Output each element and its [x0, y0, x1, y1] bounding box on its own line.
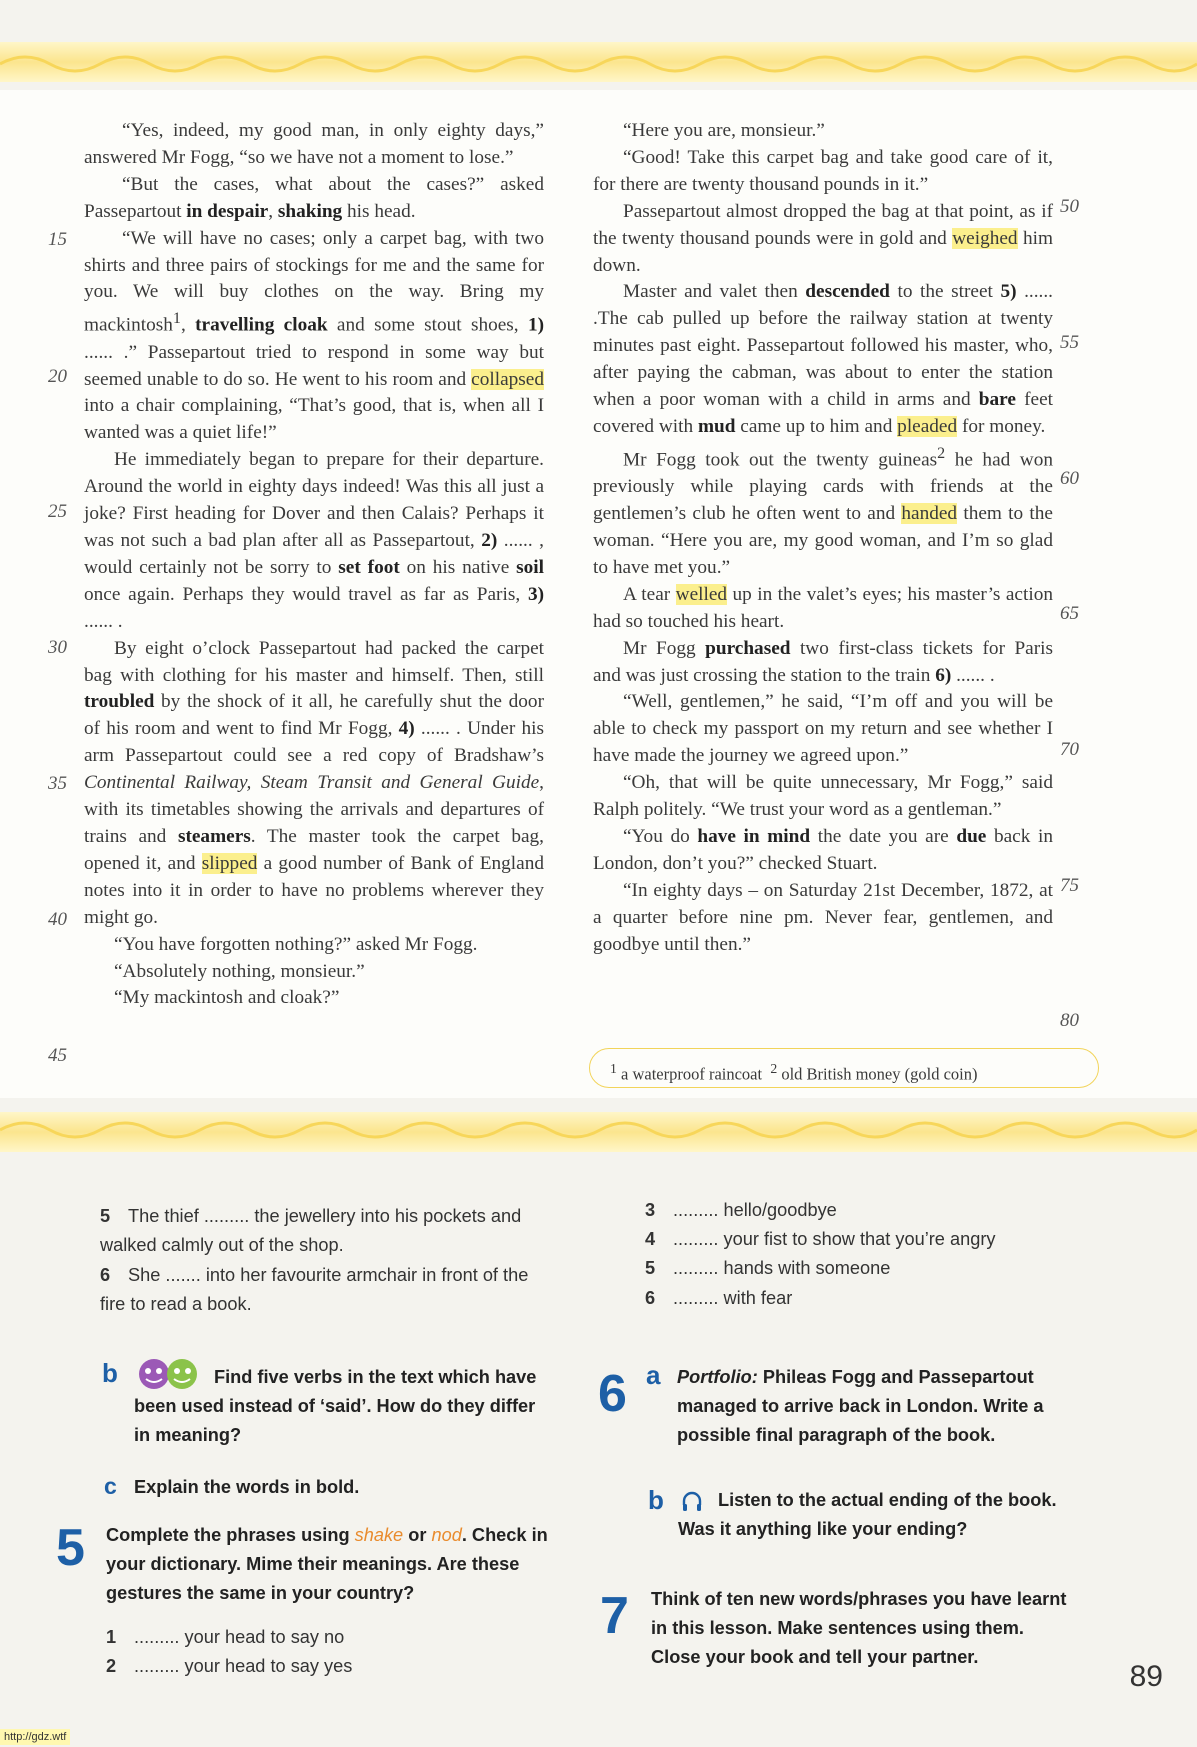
- line-number: 25: [48, 501, 67, 522]
- exercise-7-text: Think of ten new words/phrases you have learnt in this lesson. Make sentences using them. Close your book and tell your partner.: [651, 1589, 1067, 1667]
- exercise-5-item-6: 6 ......... with fear: [645, 1288, 793, 1308]
- line-number: 45: [48, 1045, 67, 1066]
- exercise-5-number: 5: [56, 1519, 85, 1577]
- exercise-4c-text: Explain the words in bold.: [134, 1477, 360, 1497]
- exercise-5-item-1: 1 ......... your head to say no: [106, 1627, 345, 1647]
- paragraph: “You have forgotten nothing?” asked Mr Fogg.: [114, 933, 478, 955]
- exercise-4c-letter: c: [104, 1473, 117, 1499]
- line-number: 40: [48, 909, 67, 930]
- paragraph: “We will have no cases; only a carpet bag, with two shirts and three pairs of stockings for me and the same for you. We will buy clothes on the way. Bring my mackintosh$^1$, travelling cloak and some stout shoes, 1) ...... .” Passepartout tried to respond in some way but seemed unable to do so. He went to his room and collapsed into a chair complaining, “That’s good, that is, when all I wanted was a quiet life!”: [84, 227, 544, 444]
- line-number: 35: [48, 773, 67, 794]
- exercise-6b-letter: b: [648, 1485, 664, 1515]
- line-number: 20: [48, 366, 67, 387]
- footnotes: $^1$ a waterproof raincoat $^2$ old British money (gold coin): [589, 1048, 1099, 1088]
- paragraph: “Here you are, monsieur.”: [623, 120, 825, 141]
- bottom-decorative-band: [0, 1112, 1197, 1152]
- exercise-7-number: 7: [600, 1587, 629, 1645]
- top-decorative-band: [0, 42, 1197, 82]
- paragraph: “But the cases, what about the cases?” asked Passepartout in despair, shaking his head.: [84, 173, 544, 222]
- footnote-2: old British money (gold coin): [781, 1064, 978, 1084]
- line-number: 60: [1060, 468, 1079, 489]
- line-number: 55: [1060, 332, 1079, 353]
- paragraph: “Absolutely nothing, monsieur.”: [114, 960, 365, 982]
- exercise-4a-item-6: 6 She ....... into her favourite armchair in front of the fire to read a book.: [100, 1265, 529, 1314]
- line-number: 80: [1060, 1010, 1079, 1031]
- paragraph: “You do have in mind the date you are due back in London, don’t you?” checked Stuart.: [593, 825, 1053, 874]
- page-number: 89: [1129, 1660, 1163, 1693]
- exercise-6-number: 6: [598, 1365, 627, 1423]
- exercise-5-instructions: Complete the phrases using shake or nod. Check in your dictionary. Mime their meanings. Are these gestures the same in your country?: [106, 1525, 548, 1603]
- paragraph: Mr Fogg took out the twenty guineas$^2$ he had won previously while playing cards with friends at the gentlemen’s club he often went to and handed them to the woman. “Here you are, my good woman, and I’m so glad to have met you.”: [593, 444, 1053, 578]
- paragraph: “Well, gentlemen,” he said, “I’m off and you will be able to check my passport on my return and see whether I have made the journey we agreed upon.”: [593, 691, 1053, 767]
- exercise-5-item-3: 3 ......... hello/goodbye: [645, 1200, 837, 1220]
- watermark: http://gdz.wtf: [0, 1729, 70, 1745]
- exercise-5-item-5: 5 ......... hands with someone: [645, 1258, 891, 1278]
- exercise-6a-text: Portfolio: Phileas Fogg and Passepartout managed to arrive back in London. Write a possible final paragraph of the book.: [677, 1367, 1044, 1445]
- paragraph: Master and valet then descended to the street 5) ...... .The cab pulled up before the railway station at twenty minutes past eight. Passepartout followed his master, who, after paying the cabman, was about to enter the station when a poor woman with a child in arms and bare feet covered with mud came up to him and pleaded for money.: [593, 281, 1053, 437]
- line-number: 50: [1060, 196, 1079, 217]
- paragraph: “In eighty days – on Saturday 21st December, 1872, at a quarter before nine pm. Never fear, gentlemen, and goodbye until then.”: [593, 879, 1053, 955]
- line-number: 65: [1060, 603, 1079, 624]
- paragraph: He immediately began to prepare for their departure. Around the world in eighty days indeed! Was this all just a joke? First heading for Dover and then Calais? Perhaps it was not such a bad plan after all as Passepartout, 2) ...... , would certainly not be sorry to set foot on his native soil once again. Perhaps they would travel as far as Paris, 3) ...... .: [84, 449, 544, 632]
- line-number: 30: [48, 637, 67, 658]
- story-left-column: [84, 118, 544, 1012]
- line-number: 75: [1060, 875, 1079, 896]
- footnote-1: a waterproof raincoat: [621, 1064, 763, 1084]
- paragraph: Passepartout almost dropped the bag at that point, as if the twenty thousand pounds were in gold and weighed him down.: [593, 200, 1053, 276]
- paragraph: “Yes, indeed, my good man, in only eighty days,” answered Mr Fogg, “so we have not a moment to lose.”: [84, 120, 544, 168]
- paragraph: “Oh, that will be quite unnecessary, Mr Fogg,” said Ralph politely. “We trust your word as a gentleman.”: [593, 772, 1053, 821]
- exercise-5-item-2: 2 ......... your head to say yes: [106, 1656, 353, 1676]
- exercise-6a-letter: a: [646, 1360, 661, 1390]
- line-number: 70: [1060, 739, 1079, 760]
- paragraph: “Good! Take this carpet bag and take good care of it, for there are twenty thousand pounds in it.”: [593, 146, 1053, 195]
- paragraph: “My mackintosh and cloak?”: [114, 987, 340, 1009]
- line-number: 15: [48, 229, 67, 250]
- exercise-4b-letter: b: [102, 1358, 118, 1388]
- exercise-5-item-4: 4 ......... your fist to show that you’re angry: [645, 1229, 996, 1249]
- exercise-4b-text: Find five verbs in the text which have been used instead of ‘said’. How do they differ in meaning?: [134, 1367, 537, 1445]
- exercise-6b-text: Listen to the actual ending of the book. Was it anything like your ending?: [678, 1490, 1057, 1539]
- paragraph: Mr Fogg purchased two first-class tickets for Paris and was just crossing the station to the train 6) ...... .: [593, 637, 1054, 686]
- exercise-4a-item-5: 5 The thief ......... the jewellery into his pockets and walked calmly out of the shop.: [100, 1206, 522, 1255]
- paragraph: A tear welled up in the valet’s eyes; his master’s action had so touched his heart.: [593, 583, 1053, 632]
- paragraph: By eight o’clock Passepartout had packed the carpet bag with clothing for his master and himself. Then, still troubled by the shock of it all, he carefully shut the door of his room and went to find Mr Fogg, 4) ...... . Under his arm Passepartout could see a red copy of Bradshaw’s Continental Railway, Steam Transit and General Guide, with its timetables showing the arrivals and departures of trains and steamers. The master took the carpet bag, opened it, and slipped a good number of Bank of England notes into it in order to have no problems wherever they might go.: [84, 637, 545, 928]
- story-right-column: [593, 118, 1053, 959]
